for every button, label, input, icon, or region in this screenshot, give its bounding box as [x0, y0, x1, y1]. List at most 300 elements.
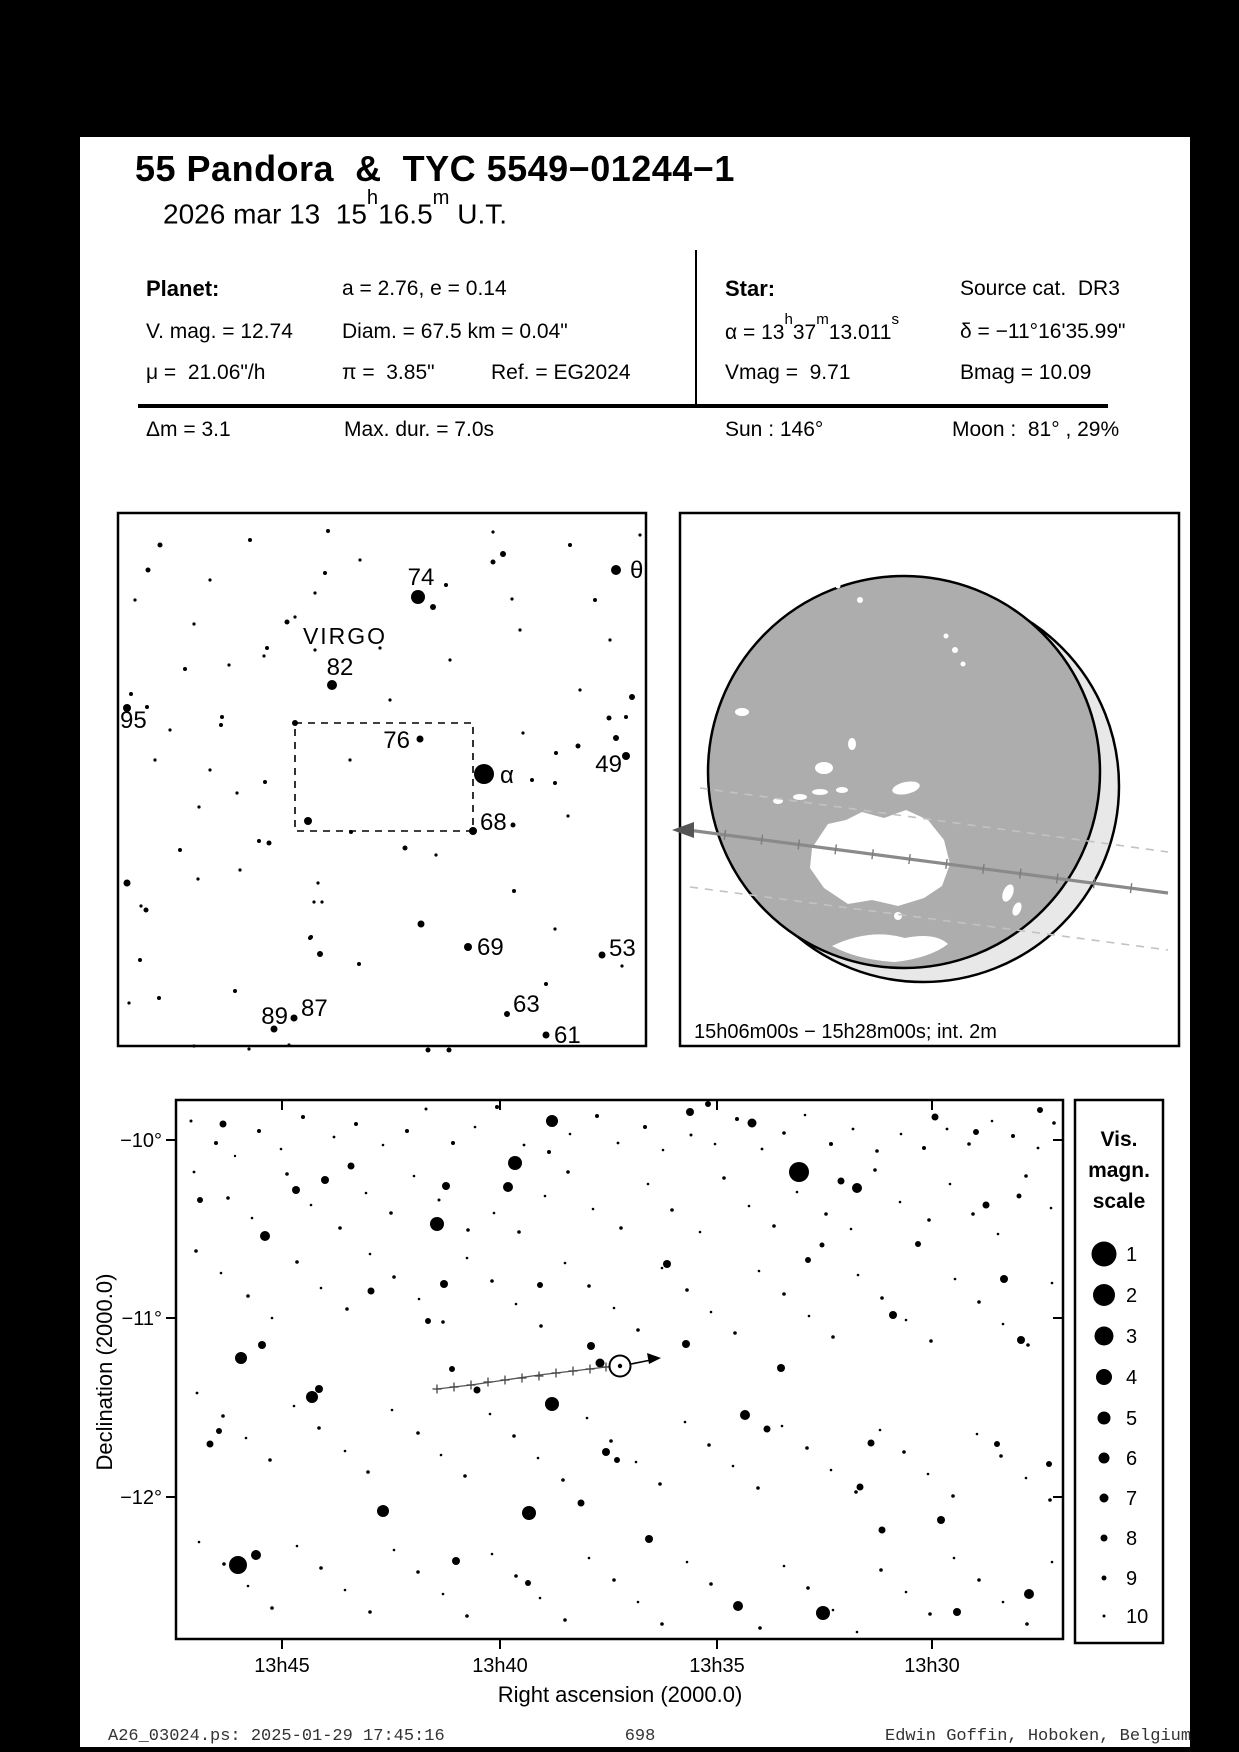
star-vmag: Vmag = 9.71	[725, 361, 851, 384]
star-dot	[705, 1101, 711, 1107]
star-dot	[578, 688, 581, 691]
magnitude-drop: Δm = 3.1	[146, 418, 231, 441]
minutes-text: 16.5	[378, 198, 433, 230]
star-dot	[588, 1557, 591, 1560]
star-dot	[576, 744, 581, 749]
asteroid-path	[433, 1353, 662, 1394]
star-dot	[663, 1260, 671, 1268]
star-dot	[129, 692, 133, 696]
mag-sample-dot	[1092, 1242, 1117, 1267]
mag-sample-dot	[1096, 1369, 1112, 1385]
star-dot	[377, 1505, 389, 1517]
star-dot	[857, 1274, 860, 1277]
star-dot	[490, 1279, 494, 1283]
star-dot	[1024, 1174, 1028, 1178]
star-dot	[452, 1557, 460, 1565]
star-dot	[512, 889, 516, 893]
star-dot	[301, 1115, 305, 1119]
star-dot	[434, 853, 437, 856]
star-dot	[781, 1425, 784, 1428]
star-dot	[596, 1359, 605, 1368]
star-dot	[233, 989, 237, 993]
star-dot	[235, 791, 238, 794]
star-dot	[308, 936, 312, 940]
star-dot	[296, 1545, 299, 1548]
target-star-dot	[618, 1364, 622, 1368]
planet-motion: μ = 21.06"/h	[146, 361, 266, 384]
star-dot	[416, 1431, 420, 1435]
star-dot	[850, 1228, 853, 1231]
star-dot	[354, 1122, 358, 1126]
star-label: 82	[326, 654, 354, 681]
star-dot	[609, 1439, 613, 1443]
mag-scale-title: Vis.	[1100, 1128, 1138, 1151]
star-dot	[661, 1267, 664, 1270]
star-dot	[221, 1414, 225, 1418]
star-dot	[816, 1606, 830, 1620]
star-dot	[783, 1565, 786, 1568]
magnitude-scale	[1088, 1128, 1150, 1628]
star-dot	[566, 1170, 570, 1174]
star-dot	[637, 1601, 640, 1604]
star-dot	[466, 1257, 469, 1260]
mag-sample-label: 2	[1126, 1285, 1138, 1307]
star-dot	[196, 1392, 199, 1395]
star-dot	[756, 1486, 760, 1490]
x-tick-label: 13h40	[472, 1655, 528, 1677]
star-dot	[915, 1241, 921, 1247]
minutes-superscript: m	[432, 186, 450, 209]
star-dot	[682, 1340, 690, 1348]
star-dot	[1050, 1207, 1053, 1210]
ra-minutes: 37	[792, 321, 817, 344]
page-title: 55 Pandora & TYC 5549−01244−1	[135, 148, 735, 189]
star-dot	[448, 658, 451, 661]
star-dot	[838, 1178, 845, 1185]
star-dot	[638, 533, 641, 536]
star-dot	[564, 1262, 567, 1265]
star-label: 95	[120, 707, 147, 734]
x-axis-label: Right ascension (2000.0)	[497, 1682, 743, 1707]
star-dot	[852, 1128, 855, 1131]
mag-sample-label: 1	[1126, 1244, 1138, 1266]
star-dot	[539, 1597, 542, 1600]
star-dot	[304, 817, 312, 825]
star-dot	[983, 1202, 990, 1209]
ra-s-sup: s	[891, 311, 900, 329]
star-dot	[139, 904, 142, 907]
direction-arrowhead	[647, 1353, 661, 1364]
star-dot	[946, 1128, 949, 1131]
star-dot	[764, 1426, 771, 1433]
star-dot	[245, 1437, 248, 1440]
star-dot	[758, 1270, 761, 1273]
star-dot	[491, 560, 496, 565]
star-dot	[612, 1578, 616, 1582]
star-dot	[504, 1011, 510, 1017]
star-dot	[1024, 1589, 1034, 1599]
star-dot	[740, 1410, 750, 1420]
mag-sample-label: 3	[1126, 1326, 1138, 1348]
star-dot	[508, 1156, 522, 1170]
direction-arrow	[631, 1360, 651, 1364]
star-dot	[133, 598, 136, 601]
star-dot	[317, 951, 323, 957]
star-dot	[247, 1047, 250, 1050]
star-dot	[905, 1319, 908, 1322]
ra-h-sup: h	[784, 311, 793, 329]
star-dot	[319, 1566, 323, 1570]
star-dot	[208, 768, 211, 771]
star-dot	[707, 1443, 711, 1447]
star-dot	[953, 1557, 956, 1560]
planet-reference: Ref. = EG2024	[491, 361, 631, 384]
star-dot	[220, 1272, 223, 1275]
star-dot	[313, 591, 316, 594]
finder-labels	[120, 557, 643, 1049]
star-dot	[515, 1303, 518, 1306]
star-dot	[927, 1218, 931, 1222]
star-dot	[824, 1212, 828, 1216]
star-dot	[295, 1260, 299, 1264]
star-dot	[287, 1043, 290, 1046]
star-dot	[937, 1516, 945, 1524]
star-dot	[466, 1228, 470, 1232]
star-dot	[500, 551, 506, 557]
star-dot	[405, 1129, 409, 1133]
star-dot	[593, 598, 597, 602]
star-dec: δ = −11°16'35.99"	[960, 320, 1126, 343]
star-dot	[620, 964, 623, 967]
star-dot	[251, 1217, 254, 1220]
star-dot	[928, 1612, 932, 1616]
star-dot	[369, 1253, 372, 1256]
star-dot	[1026, 1343, 1030, 1347]
star-dot	[514, 1574, 518, 1578]
star-dot	[997, 1233, 1000, 1236]
star-dot	[554, 751, 558, 755]
mag-sample-dot	[1101, 1535, 1108, 1542]
star-dot	[293, 1405, 296, 1408]
star-dot	[1051, 1561, 1054, 1564]
star-dot	[1048, 1498, 1052, 1502]
star-dot	[852, 1183, 862, 1193]
star-dot	[732, 1465, 735, 1468]
star-dot	[260, 1231, 270, 1241]
star-dot	[647, 1183, 650, 1186]
borneo	[815, 762, 833, 774]
mag-sample-dot	[1093, 1284, 1115, 1306]
star-dot	[733, 1331, 737, 1335]
star-dot	[1011, 1134, 1015, 1138]
star-dot	[971, 1212, 975, 1216]
star-dot	[599, 952, 606, 959]
star-dot	[569, 1133, 572, 1136]
star-dot	[190, 1120, 193, 1123]
star-dot	[268, 1458, 272, 1462]
mag-sample-dot	[1102, 1576, 1107, 1581]
star-dot	[748, 1205, 751, 1208]
star-dot	[806, 1586, 810, 1590]
star-dot	[758, 1626, 762, 1630]
star-dot	[144, 908, 149, 913]
star-dot	[710, 1311, 713, 1314]
y-tick-label: −11°	[121, 1308, 162, 1330]
star-dot	[315, 1385, 323, 1393]
star-label: 61	[554, 1022, 581, 1049]
star-dot	[441, 1320, 445, 1324]
star-dot	[216, 1428, 222, 1434]
star-dot	[238, 868, 241, 871]
star-dot	[474, 1126, 477, 1129]
star-ra	[725, 311, 900, 345]
star-label: 74	[407, 564, 435, 591]
star-dot	[761, 1148, 764, 1151]
star-dot	[977, 1578, 981, 1582]
star-dot	[388, 698, 391, 701]
star-label: 49	[595, 751, 622, 778]
star-dot	[879, 1568, 883, 1572]
star-dot	[530, 778, 534, 782]
finder-chart	[117, 512, 648, 1048]
star-dot	[899, 1201, 902, 1204]
star-dot	[440, 1280, 448, 1288]
mag-sample-dot	[1100, 1494, 1109, 1503]
star-dot	[403, 846, 408, 851]
star-dot	[543, 1032, 550, 1039]
star-dot	[611, 565, 621, 575]
star-dot	[197, 1197, 203, 1203]
star-dot	[474, 1387, 481, 1394]
japan-1	[952, 647, 958, 653]
star-dot	[954, 1278, 957, 1281]
mag-sample-label: 7	[1126, 1488, 1138, 1510]
ra-seconds: 13.011	[828, 321, 892, 344]
star-dot	[1002, 1601, 1005, 1604]
star-dot	[416, 1570, 420, 1574]
star-dot	[976, 1433, 979, 1436]
star-dot	[782, 1131, 786, 1135]
ra-hours: α = 13	[725, 321, 785, 344]
star-dot	[413, 1175, 416, 1178]
star-dot	[830, 1469, 833, 1472]
star-dot	[619, 1226, 623, 1230]
star-dot	[953, 1608, 961, 1616]
star-dot	[967, 1142, 971, 1146]
star-dot	[522, 1506, 536, 1520]
star-dot	[645, 1535, 653, 1543]
star-dot	[392, 1275, 396, 1279]
star-label: θ	[630, 557, 644, 584]
finder-frame	[118, 513, 646, 1046]
star-dot	[566, 814, 569, 817]
star-dot	[220, 715, 224, 719]
x-tick-label: 13h35	[689, 1655, 745, 1677]
star-dot	[193, 1171, 196, 1174]
star-dot	[900, 1133, 903, 1136]
star-dot	[932, 1114, 939, 1121]
star-dot	[491, 1553, 494, 1556]
star-dot	[796, 1191, 799, 1194]
star-dot	[994, 1441, 1000, 1447]
mag-sample-dot	[1098, 1412, 1111, 1425]
planet-vmag: V. mag. = 12.74	[146, 320, 293, 343]
star-dot	[927, 1473, 930, 1476]
sri-lanka-region	[735, 708, 749, 716]
star-dot	[280, 1148, 283, 1151]
star-dot	[271, 1317, 274, 1320]
star-dot	[449, 1366, 455, 1372]
star-dot	[222, 1562, 226, 1566]
star-dot	[489, 1413, 492, 1416]
star-dot	[326, 529, 330, 533]
star-dot	[512, 1434, 516, 1438]
star-dot	[323, 571, 327, 575]
star-bmag: Bmag = 10.09	[960, 361, 1092, 384]
constellation-label: VIRGO	[302, 623, 388, 649]
star-dot	[194, 1249, 198, 1253]
star-dot	[146, 568, 151, 573]
india-region	[699, 620, 732, 672]
star-dot	[636, 1328, 640, 1332]
y-tick-label: −12°	[120, 1487, 162, 1509]
star-dot	[929, 1339, 933, 1343]
star-dot	[690, 1134, 693, 1137]
y-axis-label: Declination (2000.0)	[92, 1273, 117, 1471]
star-dot	[345, 1307, 349, 1311]
star-dot	[257, 839, 261, 843]
star-label: 87	[301, 995, 328, 1022]
star-dot	[267, 841, 272, 846]
star-dot	[1037, 1147, 1040, 1150]
mag-sample-label: 10	[1126, 1606, 1149, 1628]
star-dot	[438, 1199, 441, 1202]
star-dot	[246, 1294, 250, 1298]
star-dot	[365, 1192, 368, 1195]
star-dot	[868, 1440, 875, 1447]
star-dot	[1046, 1461, 1052, 1467]
star-dot	[1002, 1323, 1005, 1326]
star-dot	[251, 1550, 261, 1560]
info-rule	[138, 404, 1108, 408]
star-dot	[873, 1168, 877, 1172]
star-dot	[734, 1605, 737, 1608]
japan-3	[944, 634, 949, 639]
star-dot	[699, 1231, 702, 1234]
star-dot	[1025, 1477, 1028, 1480]
star-dot	[451, 1141, 455, 1145]
star-dot	[829, 1142, 833, 1146]
track-tick	[1130, 883, 1131, 893]
star-dot	[344, 1450, 347, 1453]
philippines	[848, 738, 856, 750]
star-dot	[358, 558, 361, 561]
planet-orbit-elements: a = 2.76, e = 0.14	[342, 277, 507, 300]
star-dot	[168, 728, 171, 731]
star-dot	[491, 530, 494, 533]
star-dot	[293, 615, 296, 618]
star-dot	[440, 1454, 443, 1457]
star-dot	[192, 622, 195, 625]
star-dot	[889, 1311, 897, 1319]
mag-scale-title: magn.	[1088, 1159, 1150, 1182]
star-dot	[348, 1163, 355, 1170]
star-dot	[553, 781, 557, 785]
x-tick-label: 13h45	[254, 1655, 310, 1677]
star-dot	[748, 1119, 757, 1128]
star-dot	[922, 1146, 926, 1150]
star-dot	[192, 1044, 195, 1047]
track-axes	[120, 1100, 1063, 1677]
star-label: 68	[480, 809, 507, 836]
star-dot	[338, 1226, 342, 1230]
star-dot	[879, 1429, 882, 1432]
planet-section-label: Planet:	[146, 276, 220, 301]
star-dot	[902, 1450, 906, 1454]
star-dot	[263, 780, 267, 784]
star-dot	[857, 1484, 864, 1491]
star-dot	[366, 1470, 370, 1474]
star-dot	[617, 1142, 620, 1145]
star-dot	[248, 538, 252, 542]
star-dot	[158, 543, 163, 548]
star-dot	[563, 1618, 567, 1622]
star-dot	[257, 1129, 261, 1133]
star-dot	[951, 1494, 955, 1498]
star-dot	[537, 1282, 543, 1288]
star-dot	[464, 943, 472, 951]
star-dot	[417, 736, 424, 743]
planet-parallax: π = 3.85"	[342, 361, 435, 384]
star-dot	[670, 1208, 674, 1212]
star-dot	[227, 663, 230, 666]
star-dot	[418, 1298, 421, 1301]
star-dot	[198, 1541, 201, 1544]
star-dot	[226, 1196, 230, 1200]
mag-sample-dot	[1099, 1453, 1110, 1464]
star-dot	[643, 1125, 647, 1129]
mag-sample-label: 8	[1126, 1528, 1138, 1550]
star-dot	[511, 823, 516, 828]
star-dot	[592, 1208, 595, 1211]
star-dot	[777, 1364, 785, 1372]
star-dot	[196, 877, 199, 880]
star-dot	[197, 805, 200, 808]
star-dot	[880, 1296, 884, 1300]
star-dot	[153, 758, 156, 761]
star-dot	[523, 1144, 526, 1147]
star-dot	[789, 1162, 809, 1182]
star-dot	[1000, 1275, 1008, 1283]
star-dot	[1051, 1282, 1054, 1285]
star-dot	[561, 1478, 565, 1482]
indonesia-1	[793, 794, 807, 800]
max-duration: Max. dur. = 7.0s	[344, 418, 494, 441]
star-label: α	[500, 762, 514, 789]
star-dot	[977, 1300, 981, 1304]
star-dot	[247, 1585, 250, 1588]
star-dot	[875, 1149, 879, 1153]
star-dot	[805, 1446, 809, 1450]
star-dot	[905, 1591, 908, 1594]
tasmania	[894, 912, 902, 920]
star-dot	[879, 1527, 886, 1534]
star-dot	[265, 646, 269, 650]
star-dot	[831, 1335, 835, 1339]
star-dot	[220, 1121, 227, 1128]
star-dot	[320, 1287, 323, 1290]
footer-page-number: 698	[624, 1727, 656, 1746]
